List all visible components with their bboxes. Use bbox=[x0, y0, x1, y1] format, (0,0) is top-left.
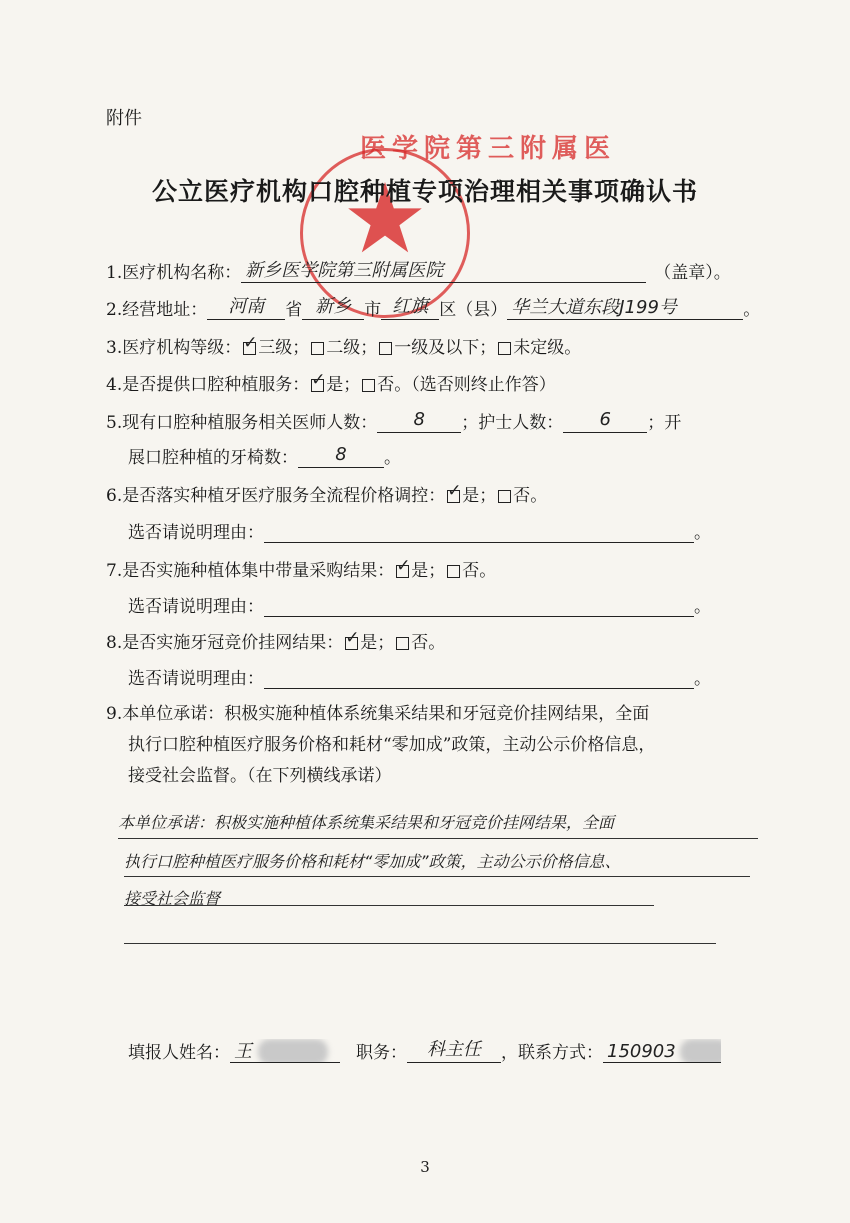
q7-no-checkbox[interactable] bbox=[447, 565, 460, 578]
q6-no-label: 否。 bbox=[513, 486, 548, 506]
q9-rule-2 bbox=[124, 876, 750, 877]
q5-row-2 bbox=[128, 443, 401, 468]
q7-row bbox=[106, 556, 496, 581]
q4-no-checkbox[interactable] bbox=[362, 379, 375, 392]
q4-yes-checkbox[interactable] bbox=[311, 379, 324, 392]
q9-rule-4 bbox=[124, 943, 716, 944]
q9-line-1: 9.本单位承诺：积极实施种植体系统集采结果和牙冠竞价挂网结果，全面 bbox=[106, 704, 650, 724]
q8-yes-label: 是； bbox=[360, 633, 395, 653]
position-label: 职务： bbox=[356, 1043, 407, 1063]
q3-option-4-checkbox[interactable] bbox=[498, 342, 511, 355]
q5-end: 。 bbox=[384, 448, 401, 468]
q9-commitment-text bbox=[106, 699, 756, 792]
q5-nurse-label: ；护士人数： bbox=[461, 413, 564, 433]
q7-reason-label: 选否请说明理由： bbox=[128, 597, 264, 617]
q9-handwritten-line-2[interactable]: 执行口腔种植医疗服务价格和耗材“零加成”政策，主动公示价格信息、 bbox=[124, 852, 621, 871]
q4-label: 4.是否提供口腔种植服务： bbox=[106, 375, 310, 395]
q3-option-1-checkbox[interactable] bbox=[243, 342, 256, 355]
q3-label: 3.医疗机构等级： bbox=[106, 338, 242, 358]
q1-row bbox=[106, 258, 731, 283]
q3-option-4-label: 未定级。 bbox=[513, 338, 582, 358]
q8-reason-input[interactable] bbox=[264, 664, 694, 689]
q6-reason-label: 选否请说明理由： bbox=[128, 523, 264, 543]
q3-row bbox=[106, 333, 581, 358]
q9-line-2: 执行口腔种植医疗服务价格和耗材“零加成”政策，主动公示价格信息， bbox=[128, 735, 656, 755]
q7-label: 7.是否实施种植体集中带量采购结果： bbox=[106, 561, 395, 581]
q2-street[interactable]: 华兰大道东段J199号 bbox=[507, 296, 743, 320]
q5-label: 5.现有口腔种植服务相关医师人数： bbox=[106, 413, 378, 433]
q8-no-label: 否。 bbox=[411, 633, 446, 653]
reporter-name-label: 填报人姓名： bbox=[128, 1043, 230, 1063]
q8-reason-label: 选否请说明理由： bbox=[128, 669, 264, 689]
q2-row bbox=[106, 295, 760, 320]
q8-end: 。 bbox=[694, 669, 711, 689]
reporter-name-visible: 王 bbox=[234, 1041, 252, 1062]
q2-city-suffix: 市 bbox=[364, 300, 382, 320]
q4-row bbox=[106, 370, 556, 395]
position-input[interactable]: 科主任 bbox=[407, 1038, 501, 1063]
contact-label: ，联系方式： bbox=[501, 1043, 603, 1063]
q1-label: 1.医疗机构名称： bbox=[106, 263, 242, 283]
q7-yes-label: 是； bbox=[411, 561, 446, 581]
q1-institution-name[interactable]: 新乡医学院第三附属医院 bbox=[241, 259, 646, 283]
q8-reason-row bbox=[128, 664, 711, 689]
seal-text: 医学院第三附属医 bbox=[360, 134, 617, 164]
contact-visible: 150903 bbox=[607, 1041, 676, 1062]
footer-row bbox=[128, 1038, 721, 1063]
q6-yes-label: 是； bbox=[462, 486, 497, 506]
q8-no-checkbox[interactable] bbox=[396, 637, 409, 650]
q5-tail: ；开 bbox=[647, 413, 682, 433]
q6-no-checkbox[interactable] bbox=[498, 490, 511, 503]
q3-option-3-checkbox[interactable] bbox=[379, 342, 392, 355]
q2-end: 。 bbox=[743, 300, 761, 320]
q5-row bbox=[106, 408, 681, 433]
q7-end: 。 bbox=[694, 597, 711, 617]
q4-note: （选否则终止作答） bbox=[411, 375, 556, 395]
page-number: 3 bbox=[420, 1158, 430, 1176]
q2-province-suffix: 省 bbox=[285, 300, 303, 320]
q5-chairs-input[interactable]: 8 bbox=[298, 443, 384, 468]
q9-handwritten-line-3[interactable]: 接受社会监督 bbox=[124, 889, 221, 908]
q8-yes-checkbox[interactable] bbox=[345, 637, 358, 650]
q6-end: 。 bbox=[694, 523, 711, 543]
q7-yes-checkbox[interactable] bbox=[396, 565, 409, 578]
q3-option-1-label: 三级； bbox=[258, 338, 310, 358]
attachment-label: 附件 bbox=[106, 108, 142, 129]
q6-label: 6.是否落实种植牙医疗服务全流程价格调控： bbox=[106, 486, 446, 506]
q4-no-label: 否。 bbox=[377, 375, 412, 395]
q2-district-suffix: 区（县） bbox=[439, 300, 508, 320]
q7-reason-input[interactable] bbox=[264, 592, 694, 617]
q9-line-3: 接受社会监督。（在下列横线承诺） bbox=[128, 766, 392, 786]
q6-yes-checkbox[interactable] bbox=[447, 490, 460, 503]
q6-reason-input[interactable] bbox=[264, 518, 694, 543]
q8-row bbox=[106, 628, 445, 653]
q2-province[interactable]: 河南 bbox=[207, 295, 285, 320]
contact-input[interactable] bbox=[603, 1039, 721, 1063]
reporter-name-input[interactable] bbox=[230, 1039, 340, 1063]
q9-handwritten-line-1[interactable]: 本单位承诺：积极实施种植体系统集采结果和牙冠竞价挂网结果，全面 bbox=[118, 813, 615, 832]
q5-chairs-label: 展口腔种植的牙椅数： bbox=[128, 448, 298, 468]
redaction-blur bbox=[258, 1039, 328, 1063]
q2-district[interactable]: 红旗 bbox=[381, 295, 439, 320]
q1-suffix: （盖章）。 bbox=[654, 263, 731, 283]
q7-no-label: 否。 bbox=[462, 561, 497, 581]
q5-nurses-input[interactable]: 6 bbox=[563, 408, 647, 433]
q3-option-3-label: 一级及以下； bbox=[394, 338, 497, 358]
q9-rule-1 bbox=[118, 838, 758, 839]
q9-rule-3 bbox=[124, 905, 654, 906]
q6-reason-row bbox=[128, 518, 711, 543]
q2-city[interactable]: 新乡 bbox=[302, 295, 364, 320]
q3-option-2-checkbox[interactable] bbox=[311, 342, 324, 355]
page-title: 公立医疗机构口腔种植专项治理相关事项确认书 bbox=[151, 177, 698, 206]
q5-doctors-input[interactable]: 8 bbox=[377, 408, 461, 433]
contact-redaction-blur bbox=[680, 1039, 721, 1063]
q4-yes-label: 是； bbox=[326, 375, 361, 395]
q7-reason-row bbox=[128, 592, 711, 617]
q3-option-2-label: 二级； bbox=[326, 338, 378, 358]
q8-label: 8.是否实施牙冠竞价挂网结果： bbox=[106, 633, 344, 653]
q2-label: 2.经营地址： bbox=[106, 300, 208, 320]
q6-row bbox=[106, 481, 547, 506]
